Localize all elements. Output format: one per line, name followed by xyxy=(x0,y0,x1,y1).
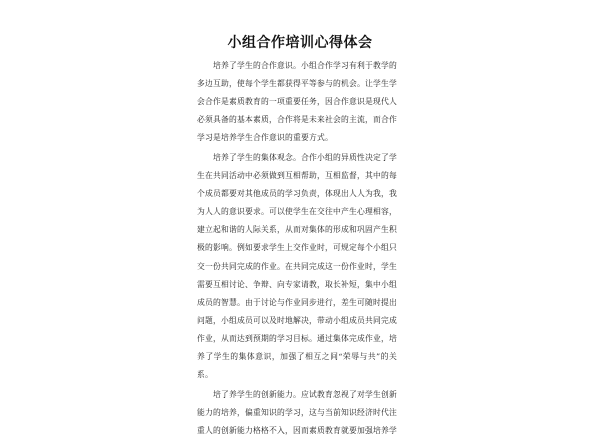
paragraph-2 xyxy=(197,149,397,384)
text-line: 多边互助，使每个学生都获得平等参与的机会。让学生学 xyxy=(197,79,397,89)
text-line: 极的影响。例如要求学生上交作业时，可规定每个小组只 xyxy=(197,243,397,253)
text-line: 需要互相讨论、争辩、向专家请教，取长补短，集中小组 xyxy=(197,279,397,289)
text-line: 学习是培养学生合作意识的重要方式。 xyxy=(197,133,333,143)
text-line: 建立起和谐的人际关系，从而对集体的形成和巩固产生积 xyxy=(197,225,397,235)
text-line: 个成员都要对其他成员的学习负责，体现出人人为我，我 xyxy=(197,189,397,199)
text-line: 成员的智慧。由于讨论与作业同步进行，差生可随时提出 xyxy=(197,297,397,307)
text-line: 作业，从而达到预期的学习目标。通过集体完成作业，培 xyxy=(197,333,397,343)
document-body xyxy=(197,57,397,441)
paragraph-3 xyxy=(197,386,397,440)
text-line: 能力的培养，偏重知识的学习，这与当前知识经济时代注 xyxy=(197,407,397,417)
text-line: 养了学生的集体意识，加强了相互之间“荣辱与共”的关 xyxy=(197,352,397,361)
text-line: 生在共同活动中必须做到互相帮助，互相监督，其中的每 xyxy=(197,171,397,181)
text-line: 为人人的意识要求。可以使学生在交往中产生心理相容， xyxy=(197,207,397,217)
text-line: 问题，小组成员可以及时地解决，带动小组成员共同完成 xyxy=(197,315,397,325)
text-line: 必须具备的基本素质，合作将是未来社会的主流，而合作 xyxy=(197,115,397,125)
text-line: 重人的创新能力格格不入，因而素质教育就要加强培养学 xyxy=(197,425,397,435)
text-line: 交一份共同完成的作业。在共同完成这一份作业时，学生 xyxy=(197,261,397,271)
text-line: 培养了学生的集体观念。合作小组的异质性决定了学 xyxy=(213,152,397,162)
text-line: 培养了学生的合作意识。小组合作学习有利于教学的 xyxy=(213,61,397,70)
text-line: 系。 xyxy=(197,370,213,380)
paragraph-1 xyxy=(197,57,397,147)
text-line: 会合作是素质教育的一项重要任务，因合作意识是现代人 xyxy=(197,97,397,107)
text-line: 培了养学生的创新能力。应试教育忽视了对学生创新 xyxy=(213,389,397,399)
document-title: 小组合作培训心得体会 xyxy=(227,35,373,51)
